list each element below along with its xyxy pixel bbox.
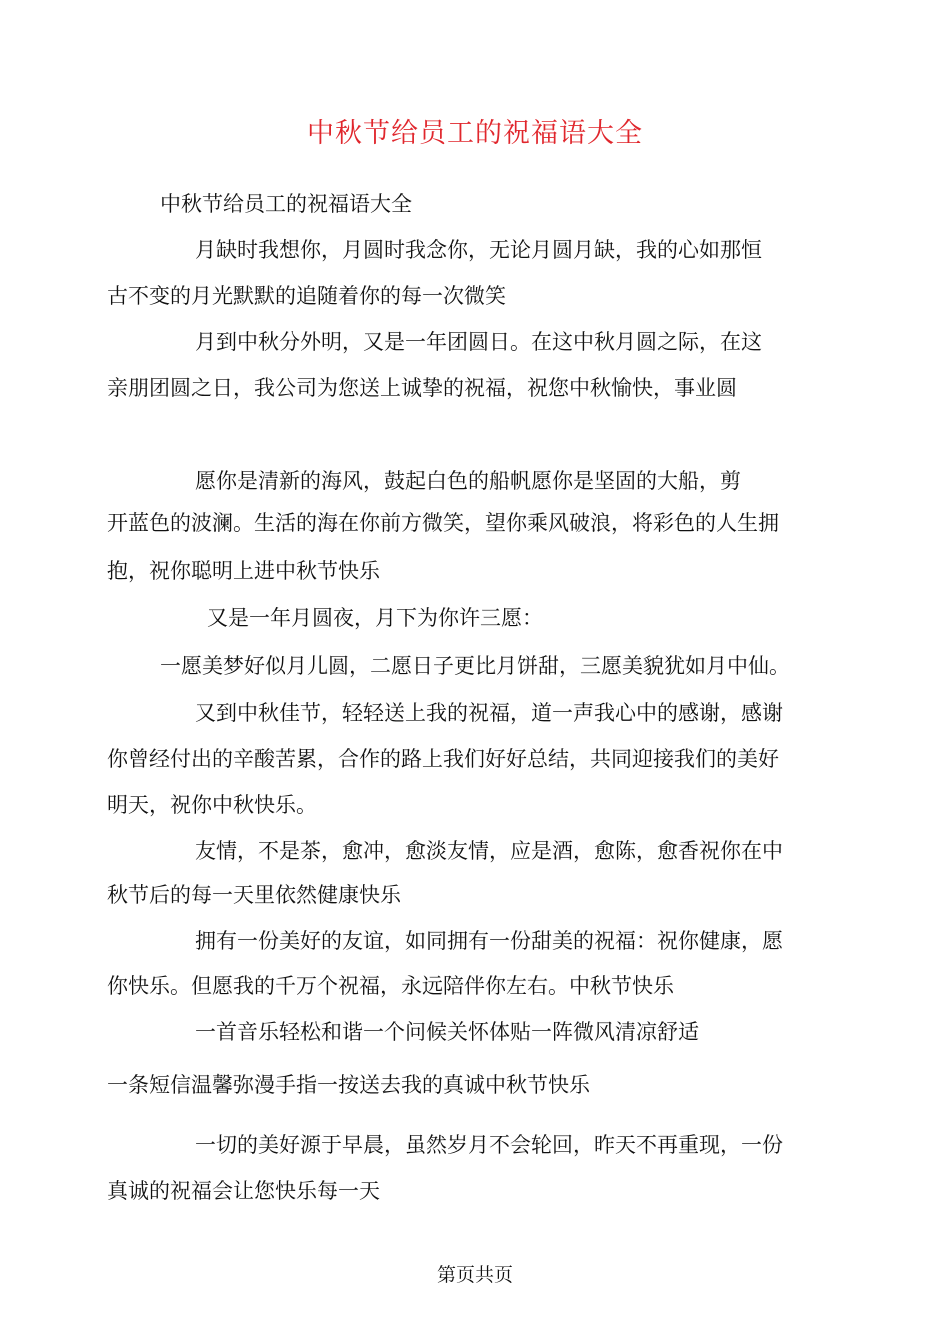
paragraph-line: 明天，祝你中秋快乐。: [107, 793, 317, 817]
paragraph-line: 真诚的祝福会让您快乐每一天: [107, 1179, 380, 1203]
paragraph-line: 拥有一份美好的友谊，如同拥有一份甜美的祝福：祝你健康，愿: [195, 929, 783, 953]
paragraph-line: 一愿美梦好似月儿圆，二愿日子更比月饼甜，三愿美貌犹如月中仙。: [160, 654, 790, 678]
paragraph-line: 一首音乐轻松和谐一个问候关怀体贴一阵微风清凉舒适: [195, 1020, 699, 1044]
paragraph-line: 抱，祝你聪明上进中秋节快乐: [107, 559, 380, 583]
paragraph-line: 友情，不是茶，愈冲，愈淡友情，应是酒，愈陈，愈香祝你在中: [195, 839, 783, 863]
paragraph-line: 月到中秋分外明，又是一年团圆日。在这中秋月圆之际，在这: [195, 330, 762, 354]
paragraph-line: 古不变的月光默默的追随着你的每一次微笑: [107, 284, 506, 308]
paragraph-line: 一切的美好源于早晨，虽然岁月不会轮回，昨天不再重现，一份: [195, 1133, 783, 1157]
paragraph-line: 亲朋团圆之日，我公司为您送上诚挚的祝福，祝您中秋愉快，事业圆: [107, 376, 737, 400]
paragraph-line: 愿你是清新的海风，鼓起白色的船帆愿你是坚固的大船，剪: [195, 469, 741, 493]
paragraph-line: 又到中秋佳节，轻轻送上我的祝福，道一声我心中的感谢，感谢: [195, 701, 783, 725]
page-footer: 第页共页: [436, 1264, 513, 1286]
paragraph-line: 一条短信温馨弥漫手指一按送去我的真诚中秋节快乐: [107, 1073, 590, 1097]
paragraph-line: 又是一年月圆夜，月下为你许三愿：: [207, 606, 543, 630]
paragraph-line: 开蓝色的波澜。生活的海在你前方微笑，望你乘风破浪，将彩色的人生拥: [107, 511, 779, 535]
paragraph-line: 秋节后的每一天里依然健康快乐: [107, 883, 401, 907]
subtitle-line: 中秋节给员工的祝福语大全: [160, 192, 412, 216]
paragraph-line: 你快乐。但愿我的千万个祝福，永远陪伴你左右。中秋节快乐: [107, 974, 674, 998]
paragraph-line: 月缺时我想你，月圆时我念你，无论月圆月缺，我的心如那恒: [195, 238, 762, 262]
document-title: 中秋节给员工的祝福语大全: [307, 118, 643, 149]
paragraph-line: 你曾经付出的辛酸苦累，合作的路上我们好好总结，共同迎接我们的美好: [107, 747, 779, 771]
